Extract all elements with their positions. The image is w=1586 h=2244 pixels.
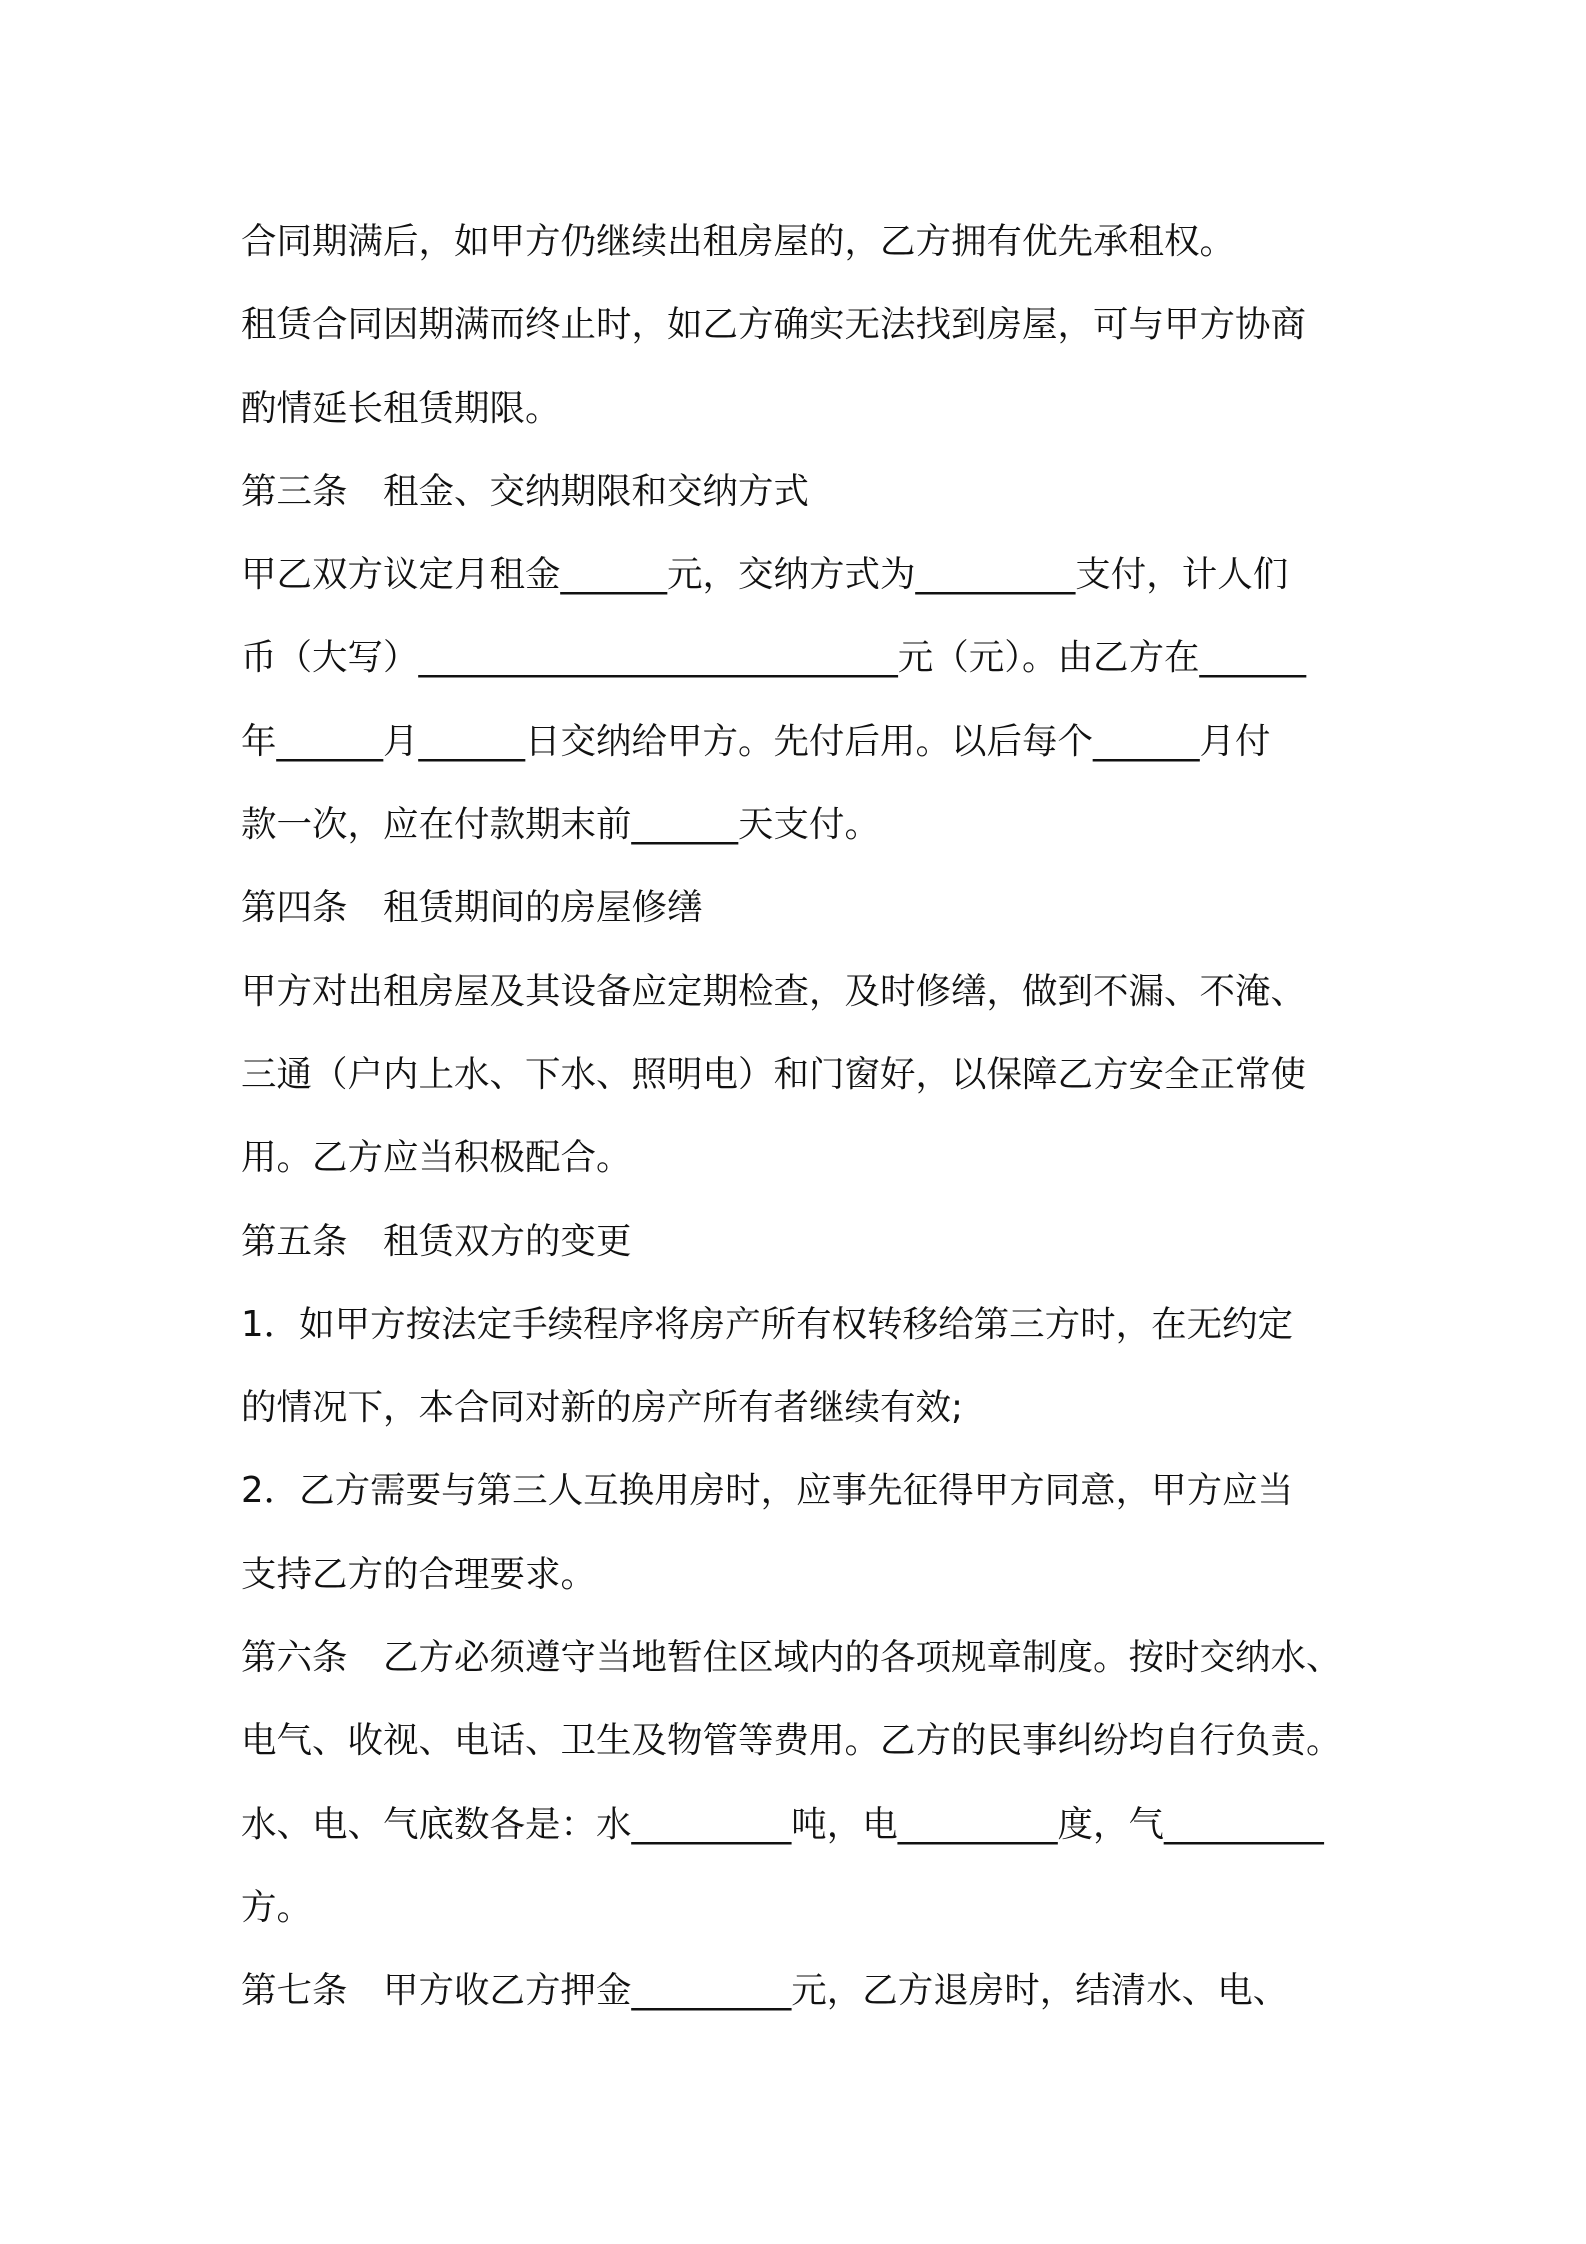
text-line: 合同期满后，如甲方仍继续出租房屋的，乙方拥有优先承租权。 (241, 221, 1236, 262)
section-heading: 第七条 甲方收乙方押金_________元，乙方退房时，结清水、电、 (241, 1970, 1289, 2012)
text-line: 酌情延长租赁期限。 (241, 387, 561, 429)
text-line: 年______月______日交纳给甲方。先付后用。以后每个______月付 (241, 720, 1271, 762)
section-heading: 第六条 乙方必须遵守当地暂住区域内的各项规章制度。按时交纳水、 (241, 1637, 1342, 1679)
text-line: 币（大写）___________________________元（元）。由乙方在______ (241, 637, 1307, 679)
text-line: 用。乙方应当积极配合。 (241, 1137, 632, 1179)
section-heading: 第三条 租金、交纳期限和交纳方式 (241, 470, 810, 512)
text-line: 电气、收视、电话、卫生及物管等费用。乙方的民事纠纷均自行负责。 (241, 1720, 1342, 1762)
document-body (241, 200, 1381, 2033)
section-heading: 第四条 租赁期间的房屋修缮 (241, 887, 703, 929)
text-line: 三通（户内上水、下水、照明电）和门窗好，以保障乙方安全正常使 (241, 1053, 1307, 1095)
text-line: 的情况下，本合同对新的房产所有者继续有效; (241, 1387, 963, 1429)
text-line: 款一次，应在付款期末前______天支付。 (241, 804, 881, 846)
text-line: 支持乙方的合理要求。 (241, 1553, 597, 1595)
text-line: 2．乙方需要与第三人互换用房时，应事先征得甲方同意，甲方应当 (241, 1470, 1294, 1512)
text-line: 1．如甲方按法定手续程序将房产所有权转移给第三方时，在无约定 (241, 1303, 1294, 1345)
section-heading: 第五条 租赁双方的变更 (241, 1220, 632, 1262)
text-line: 甲乙双方议定月租金______元，交纳方式为_________支付，计人们 (241, 554, 1289, 596)
text-line: 租赁合同因期满而终止时，如乙方确实无法找到房屋，可与甲方协商 (241, 304, 1307, 346)
text-line: 水、电、气底数各是：水_________吨，电_________度，气_________ (241, 1803, 1324, 1845)
text-line: 方。 (241, 1886, 313, 1928)
text-line: 甲方对出租房屋及其设备应定期检查，及时修缮，做到不漏、不淹、 (241, 970, 1307, 1012)
